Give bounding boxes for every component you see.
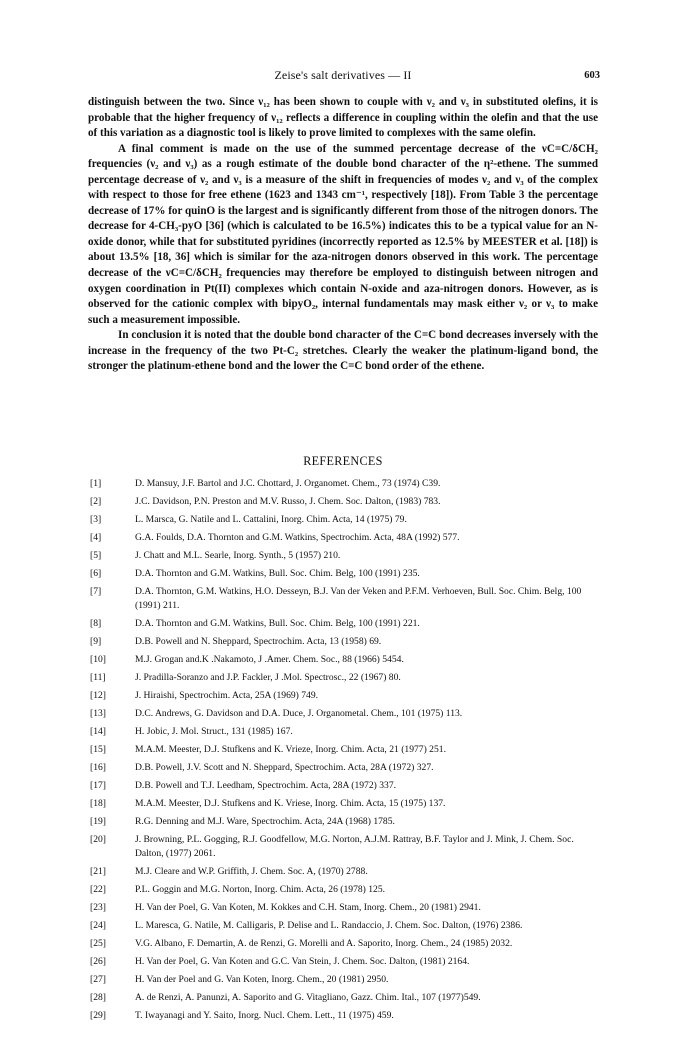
reference-item xyxy=(88,797,598,810)
reference-number: [29] xyxy=(90,1010,106,1022)
reference-item xyxy=(88,883,598,896)
reference-text: M.A.M. Meester, D.J. Stufkens and K. Vrieze, Inorg. Chim. Acta, 21 (1977) 251. xyxy=(135,744,446,756)
paragraph-3: In conclusion it is noted that the double bond character of the C=C bond decreases inversely with the increase in the frequency of the two Pt-C₂ stretches. Clearly the weaker the platinum-ligand bond, the stronger the platinum-ethene bond and the lower the C=C bond order of the ethene. xyxy=(88,329,598,373)
reference-number: [18] xyxy=(90,798,106,810)
reference-number: [24] xyxy=(90,919,106,931)
reference-text: J. Hiraishi, Spectrochim. Acta, 25A (1969) 749. xyxy=(135,689,319,701)
paragraph-2: A final comment is made on the use of the summed percentage decrease of the νC=C/δCH₂ frequencies (ν₂ and ν₃) as a rough estimate of the double bond character of the η²-ethene. The summed percentage decrease of ν₂ and ν₃ is a measure of the shift in frequencies of modes ν₂ and ν₃ of the complex with respect to those for free ethene (1623 and 1343 cm⁻¹, respectively [18]). From Table 3 the percentage decrease of 17% for quinO is the largest and is significantly different from those of the nitrogen donors. The decrease for 4-CH₃-pyO [36] (which is calculated to be 16.5%) indicates this to be a typical value for an N-oxide donor, while that for substituted pyridines (incorrectly reported as 12.5% by MEESTER et al. [18]) is about 13.5% [18, 36] which is similar for the aza-nitrogen donors observed in this work. The percentage decrease of the νC=C/δCH₂ frequencies may therefore be employed to distinguish between nitrogen and oxygen coordination in Pt(II) complexes which contain N-oxide and aza-nitrogen donors. However, as is observed for the cationic complex with bipyO₂, internal fundamentals may mask either ν₂ or ν₃ to make such a measurement impossible. xyxy=(88,142,598,326)
reference-text: M.J. Cleare and W.P. Griffith, J. Chem. Soc. A, (1970) 2788. xyxy=(135,865,368,877)
page-header xyxy=(88,68,598,84)
reference-item xyxy=(88,779,598,792)
reference-text: L. Maresca, G. Natile, M. Calligaris, P. Delise and L. Randaccio, J. Chem. Soc. Dalton, (1976) 2386. xyxy=(135,919,523,931)
reference-item xyxy=(88,865,598,878)
reference-number: [15] xyxy=(90,744,106,756)
reference-number: [23] xyxy=(90,901,106,913)
reference-number: [19] xyxy=(90,816,106,828)
paragraph-1: distinguish between the two. Since ν₁₂ has been shown to couple with ν₂ and ν₃ in substituted olefins, it is probable that the higher frequency of ν₁₂ reflects a difference in coupling within the olefin and that the use of this variation as a diagnostic tool is likely to prove limited to complexes with the same olefin. xyxy=(88,96,598,140)
reference-text: T. Iwayanagi and Y. Saito, Inorg. Nucl. Chem. Lett., 11 (1975) 459. xyxy=(135,1010,394,1022)
reference-number: [22] xyxy=(90,883,106,895)
reference-item xyxy=(88,477,598,490)
reference-number: [1] xyxy=(90,478,102,489)
reference-text: H. Van der Poel and G. Van Koten, Inorg. Chem., 20 (1981) 2950. xyxy=(135,974,389,986)
reference-item xyxy=(88,901,598,914)
reference-text: H. Van der Poel, G. Van Koten and G.C. Van Stein, J. Chem. Soc. Dalton, (1981) 2164. xyxy=(135,955,470,967)
reference-item xyxy=(88,761,598,774)
reference-text: J. Pradilla-Soranzo and J.P. Fackler, J .Mol. Spectrosc., 22 (1967) 80. xyxy=(135,671,401,683)
reference-item xyxy=(88,495,598,508)
reference-text: R.G. Denning and M.J. Ware, Spectrochim. Acta, 24A (1968) 1785. xyxy=(135,816,395,828)
reference-text: D.C. Andrews, G. Davidson and D.A. Duce, J. Organometal. Chem., 101 (1975) 113. xyxy=(135,707,463,719)
reference-number: [16] xyxy=(90,762,106,774)
reference-text: A. de Renzi, A. Panunzi, A. Saporito and G. Vitagliano, Gazz. Chim. Ital., 107 (1977)549. xyxy=(135,992,481,1004)
reference-text: L. Marsca, G. Natile and L. Cattalini, Inorg. Chim. Acta, 14 (1975) 79. xyxy=(135,514,407,526)
reference-number: [6] xyxy=(90,568,102,580)
reference-item xyxy=(88,585,598,612)
reference-item xyxy=(88,549,598,562)
reference-text: D.A. Thornton and G.M. Watkins, Bull. Soc. Chim. Belg, 100 (1991) 235. xyxy=(135,568,420,580)
references-list xyxy=(88,477,598,1027)
reference-item xyxy=(88,725,598,738)
reference-number: [26] xyxy=(90,955,106,967)
reference-item xyxy=(88,833,598,860)
reference-number: [3] xyxy=(90,514,102,526)
reference-text: D. Mansuy, J.F. Bartol and J.C. Chottard, J. Organomet. Chem., 73 (1974) C39. xyxy=(135,478,441,489)
reference-number: [7] xyxy=(90,586,102,598)
reference-number: [14] xyxy=(90,726,106,738)
reference-number: [10] xyxy=(90,653,106,665)
body-text xyxy=(88,95,598,375)
reference-text: J. Browning, P.L. Gogging, R.J. Goodfellow, M.G. Norton, A.J.M. Rattray, B.F. Taylor and J. Mink, J. Chem. Soc. Dalton, (1977) 2061. xyxy=(135,834,574,859)
reference-text: D.A. Thornton, G.M. Watkins, H.O. Desseyn, B.J. Van der Veken and P.F.M. Verhoeven, Bull. Soc. Chim. Belg, 100 (1991) 211. xyxy=(135,586,582,611)
reference-text: M.J. Grogan and.K .Nakamoto, J .Amer. Chem. Soc., 88 (1966) 5454. xyxy=(135,653,404,665)
reference-item xyxy=(88,973,598,986)
reference-item xyxy=(88,513,598,526)
reference-item xyxy=(88,617,598,630)
reference-number: [20] xyxy=(90,834,106,846)
references-heading: REFERENCES xyxy=(303,454,383,468)
reference-item xyxy=(88,743,598,756)
reference-item xyxy=(88,937,598,950)
reference-text: P.L. Goggin and M.G. Norton, Inorg. Chim. Acta, 26 (1978) 125. xyxy=(135,883,386,895)
reference-text: D.A. Thornton and G.M. Watkins, Bull. Soc. Chim. Belg, 100 (1991) 221. xyxy=(135,617,420,629)
reference-number: [13] xyxy=(90,707,106,719)
reference-item xyxy=(88,567,598,580)
reference-text: M.A.M. Meester, D.J. Stufkens and K. Vriese, Inorg. Chim. Acta, 15 (1975) 137. xyxy=(135,798,446,810)
running-title: Zeise's salt derivatives — II xyxy=(274,68,412,82)
reference-number: [28] xyxy=(90,992,106,1004)
reference-text: H. Jobic, J. Mol. Struct., 131 (1985) 167. xyxy=(135,726,293,738)
reference-text: D.B. Powell and T.J. Leedham, Spectrochim. Acta, 28A (1972) 337. xyxy=(135,780,397,792)
reference-text: J.C. Davidson, P.N. Preston and M.V. Russo, J. Chem. Soc. Dalton, (1983) 783. xyxy=(135,496,441,508)
reference-number: [5] xyxy=(90,550,102,562)
reference-item xyxy=(88,531,598,544)
reference-item xyxy=(88,689,598,702)
reference-number: [8] xyxy=(90,617,102,629)
reference-text: D.B. Powell and N. Sheppard, Spectrochim. Acta, 13 (1958) 69. xyxy=(135,635,382,647)
reference-text: H. Van der Poel, G. Van Koten, M. Kokkes and C.H. Stam, Inorg. Chem., 20 (1981) 2941. xyxy=(135,901,481,913)
reference-item xyxy=(88,955,598,968)
reference-item xyxy=(88,635,598,648)
reference-number: [21] xyxy=(90,865,106,877)
reference-number: [12] xyxy=(90,689,106,701)
reference-item xyxy=(88,707,598,720)
reference-number: [11] xyxy=(90,671,106,683)
reference-text: G.A. Foulds, D.A. Thornton and G.M. Watkins, Spectrochim. Acta, 48A (1992) 577. xyxy=(135,532,460,544)
page-number: 603 xyxy=(584,70,600,81)
reference-text: V.G. Albano, F. Demartin, A. de Renzi, G. Morelli and A. Saporito, Inorg. Chem., 24 (1985) 2032. xyxy=(135,937,513,949)
reference-item xyxy=(88,653,598,666)
reference-item xyxy=(88,991,598,1004)
reference-item xyxy=(88,815,598,828)
reference-item xyxy=(88,1009,598,1022)
reference-number: [25] xyxy=(90,937,106,949)
reference-text: D.B. Powell, J.V. Scott and N. Sheppard, Spectrochim. Acta, 28A (1972) 327. xyxy=(135,762,434,774)
reference-number: [2] xyxy=(90,496,102,508)
reference-number: [27] xyxy=(90,974,106,986)
reference-number: [4] xyxy=(90,532,102,544)
reference-text: J. Chatt and M.L. Searle, Inorg. Synth., 5 (1957) 210. xyxy=(135,550,341,562)
reference-item xyxy=(88,671,598,684)
reference-number: [17] xyxy=(90,780,106,792)
reference-number: [9] xyxy=(90,635,102,647)
reference-item xyxy=(88,919,598,932)
